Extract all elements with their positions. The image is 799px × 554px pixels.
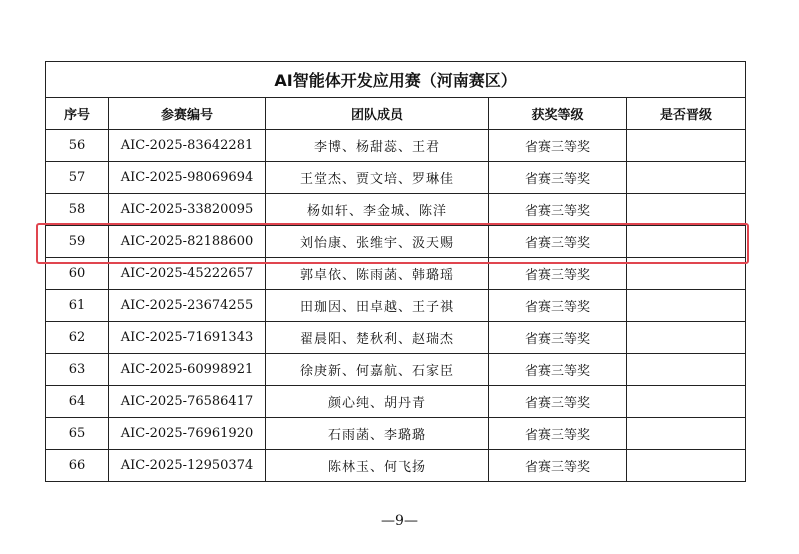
team-members-cell: 郭卓依、陈雨菡、韩璐瑶 [266,258,489,290]
team-members-cell: 陈林玉、何飞扬 [266,450,489,482]
team-members-cell: 李博、杨甜蕊、王君 [266,130,489,162]
entry-id-cell: AIC-2025-82188600 [109,226,266,258]
award-level-cell: 省赛三等奖 [489,162,627,194]
row-number-cell: 61 [46,290,109,322]
award-level-cell: 省赛三等奖 [489,130,627,162]
entry-id-cell: AIC-2025-12950374 [109,450,266,482]
team-members-cell: 杨如轩、李金城、陈洋 [266,194,489,226]
table-row [46,162,746,194]
table-row [46,450,746,482]
table-row [46,418,746,450]
team-members-cell: 石雨菡、李璐璐 [266,418,489,450]
team-members-cell: 徐庚新、何嘉航、石家臣 [266,354,489,386]
team-members-cell: 王堂杰、贾文培、罗琳佳 [266,162,489,194]
entry-id-cell: AIC-2025-71691343 [109,322,266,354]
entry-id-cell: AIC-2025-45222657 [109,258,266,290]
award-level-cell: 省赛三等奖 [489,194,627,226]
entry-id-cell: AIC-2025-83642281 [109,130,266,162]
row-number-cell: 58 [46,194,109,226]
row-number-cell: 64 [46,386,109,418]
award-level-cell: 省赛三等奖 [489,290,627,322]
row-number-cell: 57 [46,162,109,194]
header-row [46,98,746,130]
table-title: AI智能体开发应用赛（河南赛区） [46,62,746,98]
header-no: 序号 [46,98,109,130]
advance-cell [627,322,746,354]
row-number-cell: 63 [46,354,109,386]
row-number-cell: 66 [46,450,109,482]
advance-cell [627,258,746,290]
entry-id-cell: AIC-2025-98069694 [109,162,266,194]
entry-id-cell: AIC-2025-60998921 [109,354,266,386]
advance-cell [627,226,746,258]
row-number-cell: 65 [46,418,109,450]
table-row [46,290,746,322]
header-entry-id: 参赛编号 [109,98,266,130]
award-level-cell: 省赛三等奖 [489,354,627,386]
team-members-cell: 颜心纯、胡丹青 [266,386,489,418]
table-row [46,258,746,290]
team-members-cell: 田珈因、田卓越、王子祺 [266,290,489,322]
table-row [46,130,746,162]
advance-cell [627,162,746,194]
table-row [46,386,746,418]
header-advance: 是否晋级 [627,98,746,130]
entry-id-cell: AIC-2025-76961920 [109,418,266,450]
entry-id-cell: AIC-2025-23674255 [109,290,266,322]
advance-cell [627,354,746,386]
row-number-cell: 59 [46,226,109,258]
advance-cell [627,194,746,226]
team-members-cell: 翟晨阳、楚秋利、赵瑞杰 [266,322,489,354]
award-level-cell: 省赛三等奖 [489,418,627,450]
table-row [46,226,746,258]
page-number: —9— [381,513,418,529]
advance-cell [627,418,746,450]
award-table [45,61,746,482]
advance-cell [627,290,746,322]
row-number-cell: 60 [46,258,109,290]
header-award-level: 获奖等级 [489,98,627,130]
table-row [46,322,746,354]
header-team-members: 团队成员 [266,98,489,130]
table-row [46,194,746,226]
award-level-cell: 省赛三等奖 [489,322,627,354]
award-level-cell: 省赛三等奖 [489,258,627,290]
advance-cell [627,386,746,418]
team-members-cell: 刘怡康、张维宇、汲天赐 [266,226,489,258]
award-level-cell: 省赛三等奖 [489,450,627,482]
award-level-cell: 省赛三等奖 [489,386,627,418]
award-level-cell: 省赛三等奖 [489,226,627,258]
table-body [46,130,746,482]
advance-cell [627,450,746,482]
row-number-cell: 56 [46,130,109,162]
entry-id-cell: AIC-2025-76586417 [109,386,266,418]
row-number-cell: 62 [46,322,109,354]
table-row [46,354,746,386]
advance-cell [627,130,746,162]
entry-id-cell: AIC-2025-33820095 [109,194,266,226]
